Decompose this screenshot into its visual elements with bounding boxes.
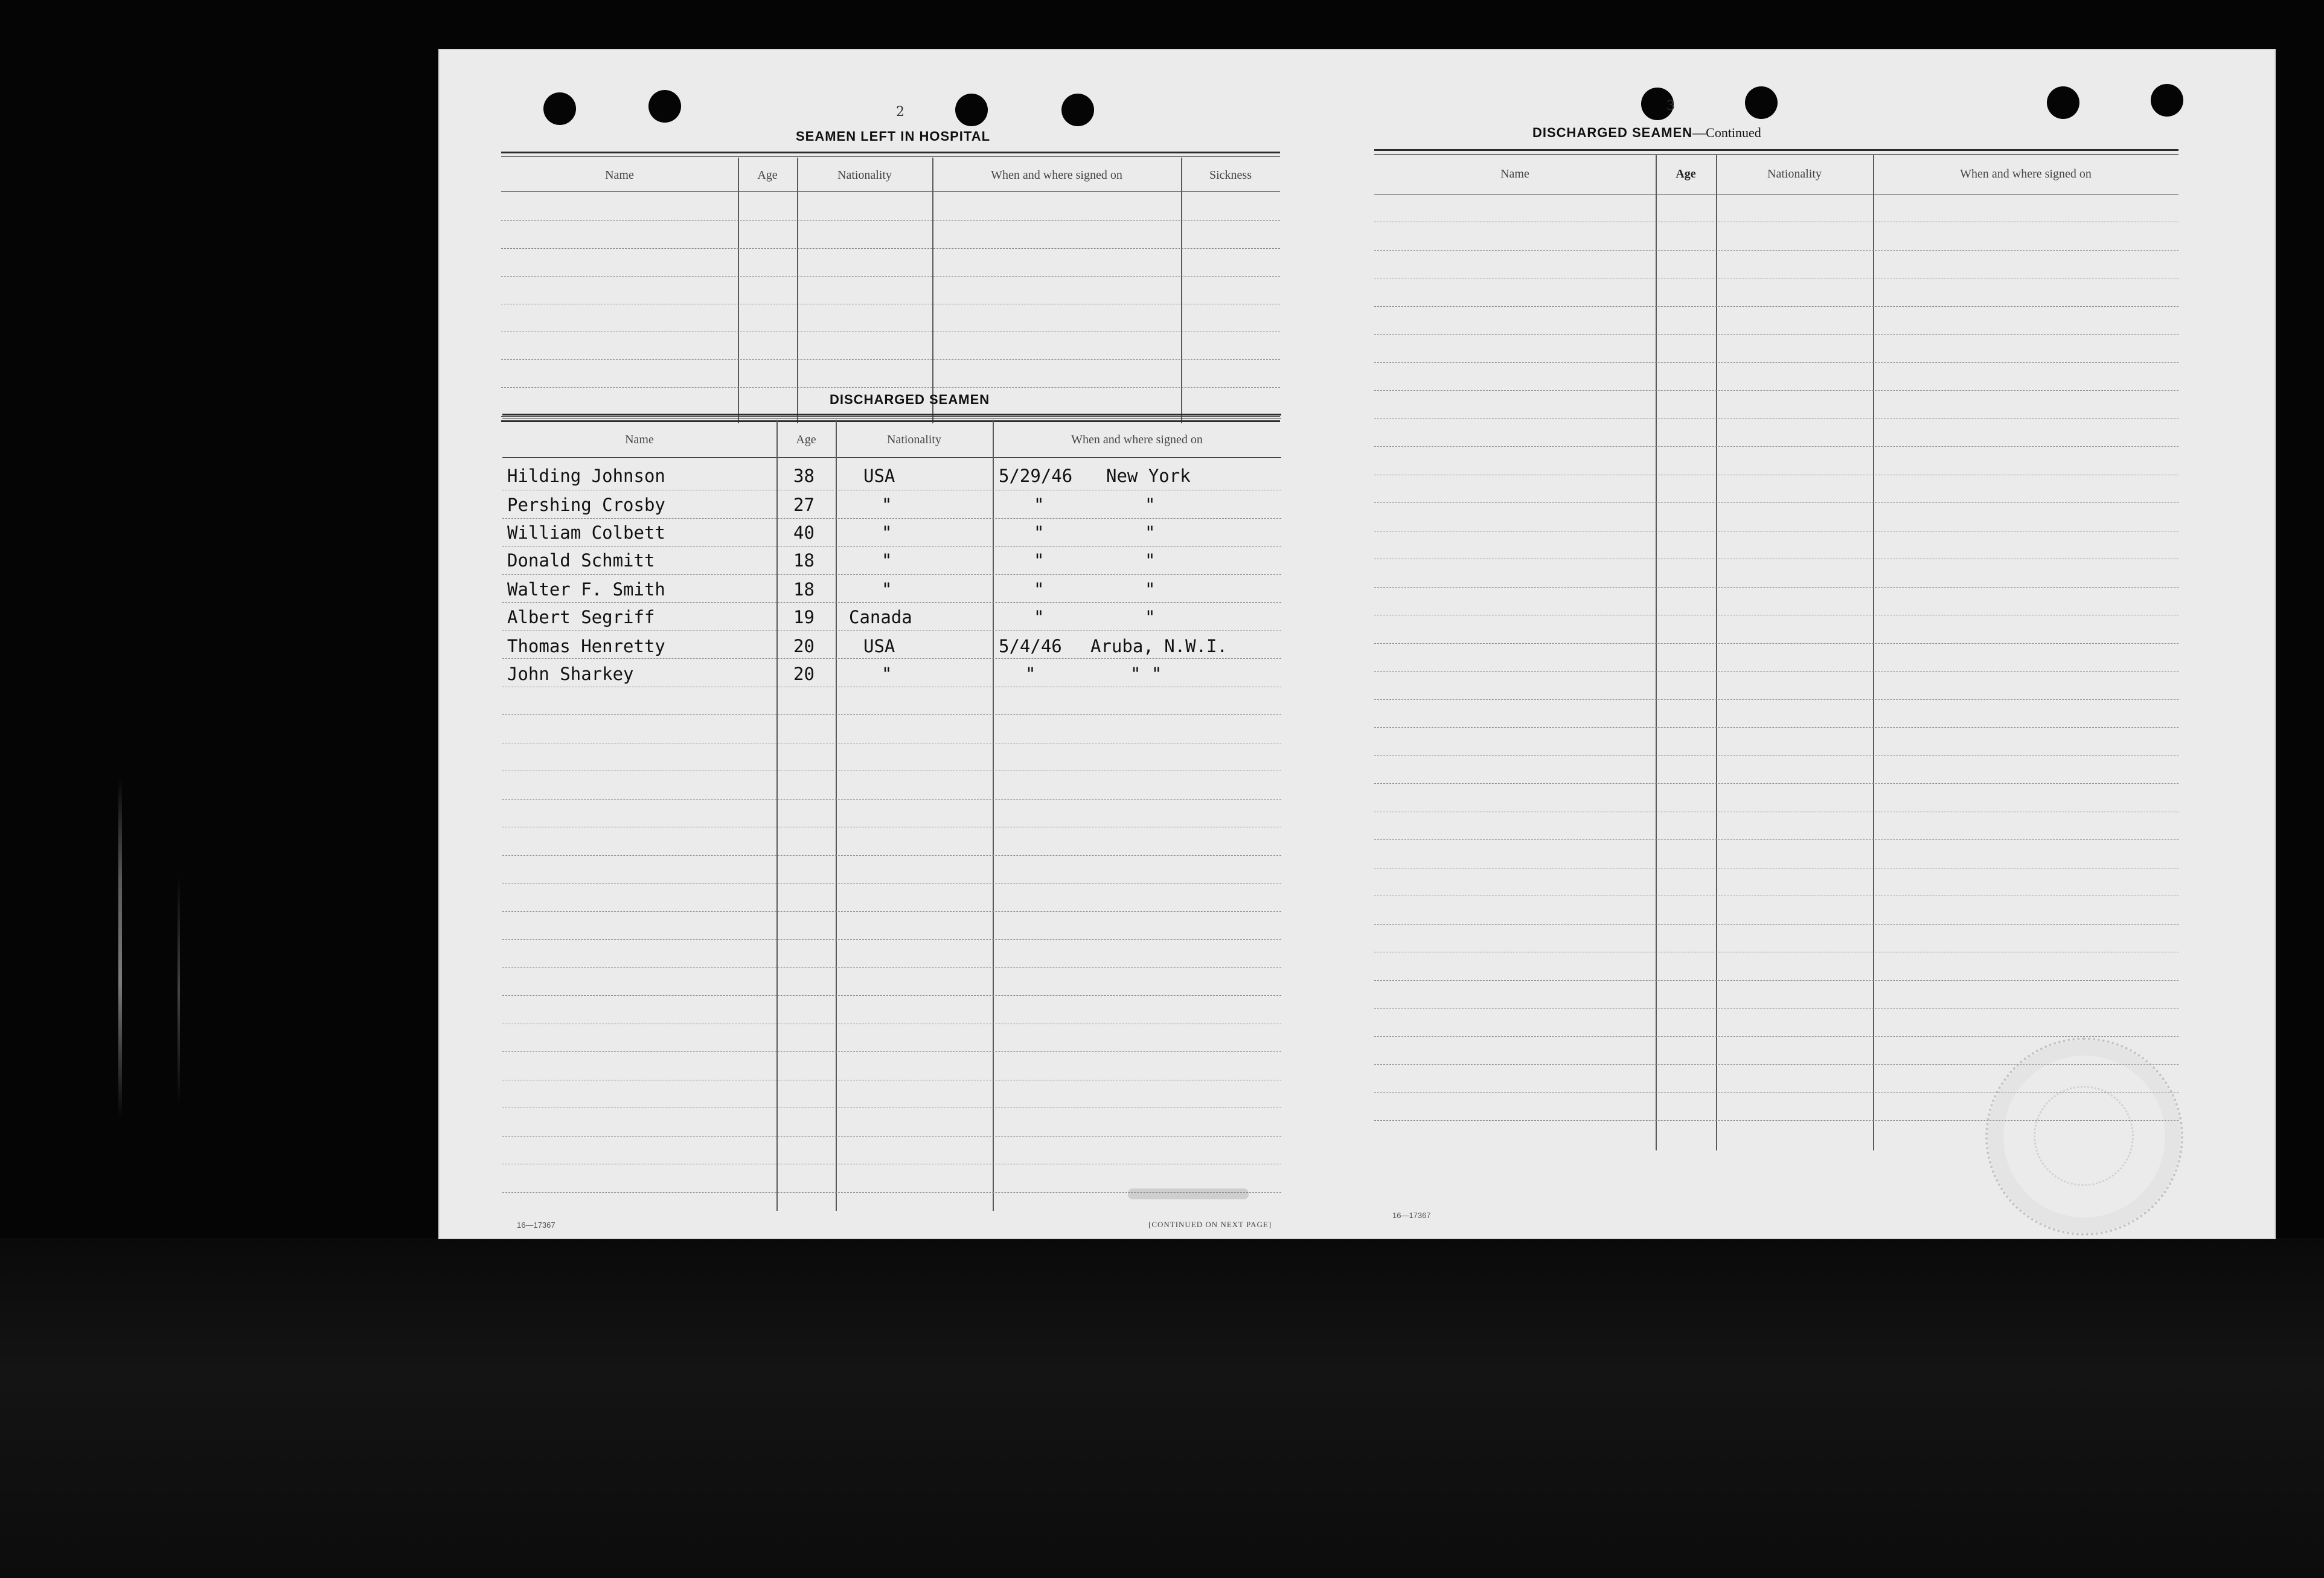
background-surface (0, 1238, 2324, 1578)
seaman-nationality: Canada (849, 607, 912, 627)
ruled-line (502, 546, 1281, 547)
discharged-col-signed-on: When and where signed on (1071, 433, 1203, 446)
signed-on-date: " (1034, 550, 1045, 571)
ruled-line (502, 911, 1281, 912)
ruled-line (1374, 390, 2178, 391)
ruled-line (1374, 502, 2178, 503)
signed-on-place: Aruba, N.W.I. (1090, 636, 1228, 656)
signed-on-place: " (1145, 550, 1156, 571)
ledger-sheet (440, 50, 2274, 1238)
ruled-line (1374, 980, 2178, 981)
signed-on-date: " (1034, 522, 1045, 543)
ruled-line (1374, 699, 2178, 700)
signed-on-place: " (1145, 607, 1156, 627)
ruled-line (502, 630, 1281, 631)
seaman-age: 38 (793, 466, 815, 486)
hospital-table (501, 152, 1280, 423)
ruled-line (1374, 1036, 2178, 1037)
signed-on-date: " (1025, 664, 1036, 684)
signed-on-date: " (1034, 495, 1045, 515)
ruled-line (1374, 783, 2178, 784)
ruled-line (1374, 671, 2178, 672)
ruled-line (502, 855, 1281, 856)
seaman-name: Pershing Crosby (507, 495, 665, 515)
form-number: 16—17367 (1392, 1211, 1431, 1220)
signed-on-date: " (1034, 607, 1045, 627)
discharged-table (502, 414, 1281, 1217)
continued-table (1374, 149, 2178, 1153)
seaman-name: Donald Schmitt (507, 550, 655, 571)
ruled-line (502, 883, 1281, 884)
hospital-col-signed-on: When and where signed on (991, 168, 1122, 182)
seaman-nationality: " (882, 522, 892, 543)
discharged-col-nationality: Nationality (887, 433, 941, 446)
hospital-col-sickness: Sickness (1209, 168, 1252, 182)
ruled-line (502, 574, 1281, 575)
hospital-col-nationality: Nationality (837, 168, 892, 182)
seaman-age: 19 (793, 607, 815, 627)
continued-col-nationality: Nationality (1767, 167, 1822, 181)
seaman-nationality: " (882, 664, 892, 684)
hospital-col-name: Name (605, 168, 634, 182)
ruled-line (1374, 924, 2178, 925)
ruled-line (502, 995, 1281, 996)
seaman-age: 20 (793, 664, 815, 684)
ruled-line (502, 939, 1281, 940)
discharged-col-name: Name (625, 433, 654, 446)
film-scratch (118, 779, 122, 1117)
ruled-line (502, 518, 1281, 519)
seaman-name: William Colbett (507, 522, 665, 543)
signed-on-place: " (1145, 495, 1156, 515)
seaman-name: Walter F. Smith (507, 579, 665, 600)
ruled-line (502, 602, 1281, 603)
seaman-name: Albert Segriff (507, 607, 655, 627)
ruled-line (1374, 306, 2178, 307)
ruled-line (1374, 334, 2178, 335)
signed-on-date: " (1034, 579, 1045, 600)
continued-section-title (1532, 125, 1761, 141)
seaman-name: John Sharkey (507, 664, 634, 684)
seaman-name: Hilding Johnson (507, 466, 665, 486)
hospital-col-age: Age (757, 168, 778, 182)
ruled-line (1374, 727, 2178, 728)
seaman-nationality: " (882, 579, 892, 600)
ruled-line (502, 658, 1281, 659)
seaman-name: Thomas Henretty (507, 636, 665, 656)
seaman-age: 20 (793, 636, 815, 656)
ruled-line (1374, 839, 2178, 840)
continued-col-age: Age (1676, 167, 1696, 181)
discharged-section-title: DISCHARGED SEAMEN (830, 392, 990, 407)
signed-on-date: 5/4/46 (999, 636, 1062, 656)
seaman-nationality: USA (863, 466, 895, 486)
seaman-nationality: " (882, 550, 892, 571)
section-title-suffix: —Continued (1692, 125, 1761, 140)
ruled-line (502, 1051, 1281, 1052)
ruled-line (1374, 362, 2178, 363)
section-title-text: DISCHARGED SEAMEN (1532, 125, 1693, 140)
ink-smudge (1128, 1188, 1249, 1199)
ruled-line (1374, 755, 2178, 756)
official-seal-inner (2034, 1086, 2134, 1186)
seaman-nationality: USA (863, 636, 895, 656)
film-scratch (178, 876, 180, 1105)
page-number: 2 (896, 104, 904, 120)
ruled-line (1374, 1008, 2178, 1009)
continued-col-signed-on: When and where signed on (1960, 167, 2092, 181)
signed-on-place: " (1145, 579, 1156, 600)
seaman-age: 27 (793, 495, 815, 515)
signed-on-place: " (1145, 522, 1156, 543)
ruled-line (1374, 643, 2178, 644)
left-page (440, 50, 1339, 1238)
ruled-line (502, 714, 1281, 715)
ruled-line (502, 799, 1281, 800)
signed-on-place: New York (1106, 466, 1191, 486)
ruled-line (1374, 587, 2178, 588)
seaman-age: 18 (793, 579, 815, 600)
hospital-section-title: SEAMEN LEFT IN HOSPITAL (796, 129, 991, 144)
ruled-line (1374, 446, 2178, 447)
seaman-age: 18 (793, 550, 815, 571)
seaman-nationality: " (882, 495, 892, 515)
ruled-line (1374, 250, 2178, 251)
ruled-line (502, 1136, 1281, 1137)
ruled-line (502, 967, 1281, 968)
seaman-age: 40 (793, 522, 815, 543)
form-number: 16—17367 (517, 1220, 555, 1230)
signed-on-place: " " (1130, 664, 1162, 684)
page-number: 3 (1666, 98, 1675, 114)
continued-col-name: Name (1500, 167, 1529, 181)
discharged-col-age: Age (796, 433, 816, 446)
continued-note: [CONTINUED ON NEXT PAGE] (1148, 1220, 1272, 1229)
signed-on-date: 5/29/46 (999, 466, 1073, 486)
